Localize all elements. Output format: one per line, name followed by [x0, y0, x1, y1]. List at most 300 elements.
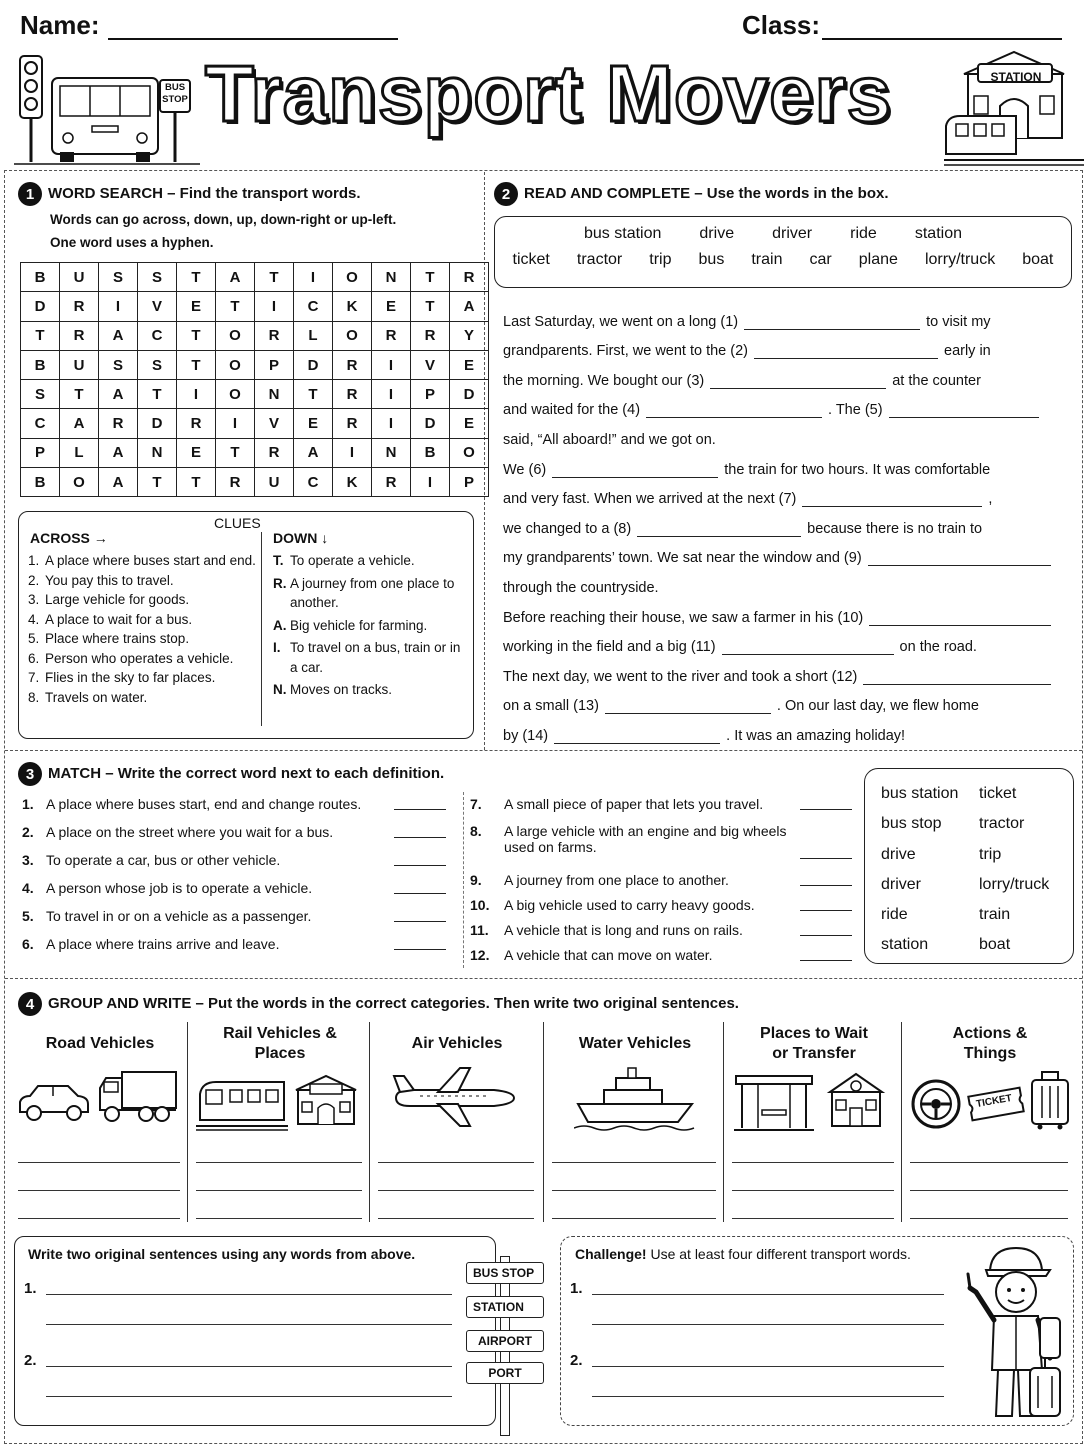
name-label: Name:	[20, 10, 100, 40]
grid-cell[interactable]: V	[411, 350, 450, 379]
answer-blank[interactable]	[868, 552, 1051, 566]
grid-cell[interactable]: P	[21, 438, 60, 467]
grid-cell[interactable]: R	[255, 438, 294, 467]
match-answer-blank[interactable]	[394, 852, 446, 866]
category-write-line[interactable]	[378, 1162, 534, 1163]
grid-cell[interactable]: T	[411, 263, 450, 292]
passage-line	[503, 566, 1073, 596]
truck-icon	[96, 1068, 180, 1124]
grid-cell[interactable]: D	[450, 380, 489, 409]
passage-text: to visit my	[926, 313, 991, 330]
answer-blank[interactable]	[552, 464, 718, 478]
grid-cell[interactable]: I	[372, 380, 411, 409]
challenge-2-number: 2.	[570, 1352, 583, 1369]
across-clues	[28, 551, 256, 707]
answer-blank[interactable]	[646, 404, 822, 418]
grid-cell[interactable]: T	[294, 380, 333, 409]
match-number: 9.	[470, 872, 482, 888]
grid-cell[interactable]: O	[450, 438, 489, 467]
match-word-box-item: driver	[881, 875, 922, 893]
word-box-item: station	[914, 225, 962, 242]
grid-cell[interactable]: R	[60, 321, 99, 350]
grid-cell[interactable]: C	[294, 468, 333, 497]
category-heading: Air Vehicles	[411, 1035, 503, 1052]
ticket-label: TICKET	[975, 1092, 1013, 1111]
clue-number: I.	[273, 640, 281, 655]
match-item	[22, 852, 446, 880]
passage-text: on a small (13)	[503, 698, 599, 715]
read-complete-passage	[503, 300, 1073, 744]
match-number: 7.	[470, 796, 482, 812]
grid-cell[interactable]: B	[21, 468, 60, 497]
grid-cell[interactable]: T	[255, 263, 294, 292]
grid-cell[interactable]: A	[99, 468, 138, 497]
answer-blank[interactable]	[863, 671, 1051, 685]
category-write-line[interactable]	[552, 1162, 716, 1163]
passage-line	[503, 655, 1073, 685]
grid-cell[interactable]: B	[21, 350, 60, 379]
grid-cell[interactable]: N	[255, 380, 294, 409]
passage-line	[503, 478, 1073, 508]
section2-number: 2	[494, 182, 518, 206]
section4-subtitle: – Put the words in the correct categories. Then write two original sentences.	[195, 994, 739, 1012]
grid-cell[interactable]: T	[216, 438, 255, 467]
grid-cell[interactable]: I	[216, 409, 255, 438]
section2-title: READ AND COMPLETE	[524, 184, 691, 202]
match-answer-blank[interactable]	[800, 796, 852, 810]
match-item	[470, 947, 852, 972]
grid-cell[interactable]: T	[177, 321, 216, 350]
category-heading: Actions & Things	[952, 1025, 1028, 1062]
grid-cell[interactable]: R	[372, 468, 411, 497]
clue-number: N.	[273, 682, 287, 697]
down-clue	[273, 574, 469, 613]
grid-cell[interactable]: B	[411, 438, 450, 467]
signpost-port: PORT	[466, 1362, 544, 1384]
match-answer-blank[interactable]	[800, 922, 852, 936]
grid-cell[interactable]: D	[21, 292, 60, 321]
grid-cell[interactable]: R	[333, 409, 372, 438]
clue-number: 6.	[28, 650, 40, 666]
match-number: 6.	[22, 936, 34, 952]
grid-cell[interactable]: P	[411, 380, 450, 409]
category-write-line[interactable]	[196, 1190, 362, 1191]
match-answer-blank[interactable]	[800, 947, 852, 961]
small-station-icon	[826, 1070, 886, 1130]
grid-cell[interactable]: E	[372, 292, 411, 321]
grid-cell[interactable]: E	[177, 438, 216, 467]
train-icon	[196, 1076, 288, 1132]
grid-cell[interactable]: I	[177, 380, 216, 409]
sentence-1-number: 1.	[24, 1280, 37, 1297]
category-write-line[interactable]	[18, 1162, 180, 1163]
grid-cell[interactable]: K	[333, 292, 372, 321]
grid-cell[interactable]: R	[372, 321, 411, 350]
passage-text: The next day, we went to the river and took a short (12)	[503, 668, 858, 685]
category-divider	[543, 1022, 544, 1222]
passage-text: Last Saturday, we went on a long (1)	[503, 313, 739, 330]
match-number: 10.	[470, 897, 490, 913]
grid-cell[interactable]: I	[255, 292, 294, 321]
grid-cell[interactable]: S	[99, 350, 138, 379]
grid-cell[interactable]: T	[177, 350, 216, 379]
grid-cell[interactable]: R	[333, 350, 372, 379]
section3-number: 3	[18, 762, 42, 786]
answer-blank[interactable]	[802, 493, 982, 507]
passage-text: . It was an amazing holiday!	[726, 727, 906, 744]
match-word-box-item: bus station	[881, 785, 959, 802]
answer-blank[interactable]	[554, 730, 720, 744]
name-field[interactable]	[108, 38, 398, 40]
passage-line	[503, 330, 1073, 360]
passage-line	[503, 714, 1073, 744]
clue-number: 7.	[28, 670, 40, 685]
grid-cell[interactable]: L	[60, 438, 99, 467]
passage-line	[503, 685, 1073, 715]
clue-text: Moves on tracks.	[290, 682, 393, 697]
challenge-1-line-b[interactable]	[592, 1324, 944, 1325]
clues-title: CLUES	[214, 515, 261, 531]
match-word-box	[864, 768, 1074, 964]
answer-blank[interactable]	[637, 523, 801, 537]
match-number: 12.	[470, 947, 490, 963]
grid-cell[interactable]: R	[333, 380, 372, 409]
across-clue	[28, 571, 256, 591]
grid-cell[interactable]: U	[60, 263, 99, 292]
grid-cell[interactable]: T	[138, 380, 177, 409]
category-write-line[interactable]	[732, 1190, 894, 1191]
match-answer-blank[interactable]	[394, 824, 446, 838]
grid-cell[interactable]: L	[294, 321, 333, 350]
word-box-item: car	[809, 251, 832, 268]
sentence-2-line-a[interactable]	[46, 1366, 452, 1367]
grid-cell[interactable]: E	[177, 292, 216, 321]
category-divider	[723, 1022, 724, 1222]
grid-cell[interactable]: O	[333, 263, 372, 292]
match-number: 1.	[22, 796, 34, 812]
challenge-2-line-a[interactable]	[592, 1366, 944, 1367]
match-number: 5.	[22, 908, 34, 924]
grid-cell[interactable]: I	[99, 292, 138, 321]
section2-heading	[494, 182, 889, 206]
match-item	[470, 823, 852, 872]
grid-row	[21, 409, 489, 438]
sentences-box	[14, 1236, 496, 1426]
answer-blank[interactable]	[869, 612, 1051, 626]
grid-cell[interactable]: A	[60, 409, 99, 438]
clue-number: 2.	[28, 572, 40, 588]
page-title: Transport Movers	[205, 49, 893, 138]
match-number: 11.	[470, 922, 489, 938]
passage-text: by (14)	[503, 727, 549, 744]
grid-cell[interactable]: I	[372, 409, 411, 438]
passage-text: and very fast. When we arrived at the next (7)	[503, 491, 797, 508]
clue-text: A place where buses start and end.	[45, 553, 256, 568]
grid-cell[interactable]: D	[294, 350, 333, 379]
word-box-item: boat	[1022, 251, 1054, 268]
grid-cell[interactable]: T	[177, 468, 216, 497]
word-box-item: trip	[649, 251, 672, 268]
match-definition: A vehicle that is long and runs on rails.	[504, 922, 743, 938]
match-word-box-item: tractor	[979, 815, 1025, 833]
match-answer-blank[interactable]	[800, 897, 852, 911]
ship-icon	[574, 1066, 696, 1132]
grid-cell[interactable]: S	[99, 263, 138, 292]
match-number: 3.	[22, 852, 34, 868]
boy-traveler-illustration	[958, 1240, 1070, 1428]
grid-cell[interactable]: I	[294, 263, 333, 292]
challenge-2-line-b[interactable]	[592, 1396, 944, 1397]
station-illustration	[944, 44, 1084, 168]
word-box-item: ticket	[512, 251, 550, 268]
grid-cell[interactable]: V	[255, 409, 294, 438]
category-write-line[interactable]	[910, 1190, 1068, 1191]
word-box-item: tractor	[576, 251, 623, 268]
match-answer-blank[interactable]	[800, 872, 852, 886]
match-divider	[463, 792, 464, 968]
match-word-box-item: boat	[979, 936, 1011, 954]
answer-blank[interactable]	[754, 345, 938, 359]
grid-cell[interactable]: O	[60, 468, 99, 497]
grid-cell[interactable]: R	[450, 263, 489, 292]
grid-cell[interactable]: A	[99, 380, 138, 409]
passage-text: grandparents. First, we went to the (2)	[503, 343, 748, 360]
grid-cell[interactable]: B	[21, 263, 60, 292]
grid-cell[interactable]: P	[255, 350, 294, 379]
word-box-row-1	[495, 217, 1071, 243]
passage-line	[503, 448, 1073, 478]
grid-cell[interactable]: O	[216, 380, 255, 409]
passage-text: said, “All aboard!” and we got on.	[503, 431, 716, 448]
station-sign-text: STATION	[990, 70, 1042, 84]
grid-cell[interactable]: E	[294, 409, 333, 438]
match-word-box-item: ride	[881, 906, 908, 924]
category-write-line[interactable]	[18, 1218, 180, 1219]
grid-cell[interactable]: S	[138, 263, 177, 292]
category-write-line[interactable]	[378, 1218, 534, 1219]
category-write-line[interactable]	[378, 1190, 534, 1191]
grid-cell[interactable]: T	[21, 321, 60, 350]
grid-cell[interactable]: T	[138, 468, 177, 497]
grid-cell[interactable]: C	[21, 409, 60, 438]
section1-instr-1: Words can go across, down, up, down-right or up-left.	[50, 212, 397, 227]
match-definition: A big vehicle used to carry heavy goods.	[504, 897, 755, 913]
grid-cell[interactable]: O	[216, 350, 255, 379]
grid-cell[interactable]: P	[450, 468, 489, 497]
grid-cell[interactable]: V	[138, 292, 177, 321]
sentence-1-line-b[interactable]	[46, 1324, 452, 1325]
signpost-station: STATION	[466, 1296, 544, 1318]
match-answer-blank[interactable]	[394, 936, 446, 950]
grid-row	[21, 438, 489, 467]
grid-cell[interactable]: D	[138, 409, 177, 438]
across-clue	[28, 551, 256, 571]
grid-cell[interactable]: R	[177, 409, 216, 438]
grid-cell[interactable]: E	[450, 350, 489, 379]
category-write-line[interactable]	[196, 1162, 362, 1163]
challenge-title: Challenge!	[575, 1246, 647, 1262]
clue-text: To operate a vehicle.	[290, 553, 415, 568]
grid-cell[interactable]: I	[333, 438, 372, 467]
grid-cell[interactable]: R	[255, 321, 294, 350]
challenge-text: Use at least four different transport words.	[650, 1246, 911, 1262]
clue-number: T.	[273, 553, 284, 568]
passage-text: . The (5)	[828, 402, 883, 419]
category-write-line[interactable]	[552, 1190, 716, 1191]
category-write-line[interactable]	[910, 1218, 1068, 1219]
match-definition: To travel in or on a vehicle as a passenger.	[46, 908, 312, 924]
clue-text: Person who operates a vehicle.	[45, 650, 234, 666]
match-number: 4.	[22, 880, 34, 896]
grid-cell[interactable]: R	[99, 409, 138, 438]
clue-text: You pay this to travel.	[45, 572, 174, 588]
grid-cell[interactable]: U	[60, 350, 99, 379]
across-clue	[28, 649, 256, 669]
match-item	[22, 796, 446, 824]
passage-line	[503, 359, 1073, 389]
grid-cell[interactable]: T	[60, 380, 99, 409]
passage-text: the train for two hours. It was comfortable	[724, 461, 991, 478]
car-icon	[16, 1078, 92, 1124]
match-item	[22, 880, 446, 908]
grid-cell[interactable]: A	[294, 438, 333, 467]
clues-divider	[261, 532, 262, 726]
match-definition: A place where buses start, end and change routes.	[46, 796, 362, 812]
passage-text: We (6)	[503, 461, 547, 478]
bus-stop-sign-text: BUS STOP	[162, 82, 188, 105]
match-word-box-item: train	[979, 906, 1011, 924]
grid-row	[21, 350, 489, 379]
passage-line	[503, 537, 1073, 567]
category-divider	[901, 1022, 902, 1222]
passage-text: ,	[988, 491, 993, 508]
clue-text: Big vehicle for farming.	[290, 617, 428, 633]
match-item	[22, 936, 446, 964]
section1-subtitle: – Find the transport words.	[167, 184, 361, 202]
grid-row	[21, 292, 489, 321]
grid-cell[interactable]: A	[99, 438, 138, 467]
clue-text: To travel on a bus, train or in a car.	[290, 640, 461, 675]
grid-cell[interactable]: K	[333, 468, 372, 497]
grid-row	[21, 263, 489, 292]
section4-number: 4	[18, 992, 42, 1016]
grid-cell[interactable]: A	[99, 321, 138, 350]
sentence-1-line-a[interactable]	[46, 1294, 452, 1295]
clue-text: Large vehicle for goods.	[45, 592, 190, 607]
category-divider	[187, 1022, 188, 1222]
section3-title: MATCH	[48, 764, 102, 782]
challenge-1-line-a[interactable]	[592, 1294, 944, 1295]
clue-number: 4.	[28, 611, 40, 627]
grid-cell[interactable]: T	[411, 292, 450, 321]
match-answer-blank[interactable]	[394, 796, 446, 810]
word-box-item: bus	[698, 251, 725, 268]
grid-cell[interactable]: O	[216, 321, 255, 350]
match-answer-blank[interactable]	[800, 845, 852, 859]
category-write-line[interactable]	[732, 1162, 894, 1163]
section3-heading	[18, 762, 444, 786]
category-write-line[interactable]	[196, 1218, 362, 1219]
grid-cell[interactable]: U	[255, 468, 294, 497]
across-title: ACROSS →	[30, 530, 108, 546]
grid-cell[interactable]: O	[333, 321, 372, 350]
match-number: 2.	[22, 824, 34, 840]
grid-cell[interactable]: E	[450, 409, 489, 438]
across-clue	[28, 610, 256, 630]
word-box-row-2	[495, 243, 1071, 269]
answer-blank[interactable]	[710, 375, 886, 389]
category-write-line[interactable]	[910, 1162, 1068, 1163]
grid-cell[interactable]: R	[60, 292, 99, 321]
grid-cell[interactable]: Y	[450, 321, 489, 350]
grid-cell[interactable]: R	[216, 468, 255, 497]
word-box-item: train	[751, 251, 783, 268]
grid-cell[interactable]: C	[294, 292, 333, 321]
passage-text: working in the field and a big (11)	[503, 639, 716, 656]
clue-text: A place to wait for a bus.	[45, 611, 193, 627]
grid-cell[interactable]: A	[216, 263, 255, 292]
down-clue	[273, 616, 469, 636]
clue-text: Flies in the sky to far places.	[45, 670, 216, 685]
grid-cell[interactable]: D	[411, 409, 450, 438]
grid-cell[interactable]: N	[138, 438, 177, 467]
grid-cell[interactable]: N	[372, 438, 411, 467]
match-right-list	[470, 796, 852, 972]
match-item	[470, 897, 852, 922]
match-answer-blank[interactable]	[394, 880, 446, 894]
passage-line	[503, 300, 1073, 330]
category-write-line[interactable]	[732, 1218, 894, 1219]
answer-blank[interactable]	[889, 404, 1039, 418]
grid-cell[interactable]: I	[372, 350, 411, 379]
match-definition: A place on the street where you wait for a bus.	[46, 824, 334, 840]
match-definition: A person whose job is to operate a vehicle.	[46, 880, 313, 896]
grid-cell[interactable]: A	[450, 292, 489, 321]
clue-number: 5.	[28, 631, 40, 646]
category-write-line[interactable]	[552, 1218, 716, 1219]
sentence-2-line-b[interactable]	[46, 1396, 452, 1397]
grid-cell[interactable]: T	[216, 292, 255, 321]
grid-cell[interactable]: N	[372, 263, 411, 292]
category-write-line[interactable]	[18, 1190, 180, 1191]
match-word-box-left	[881, 779, 958, 961]
match-answer-blank[interactable]	[394, 908, 446, 922]
answer-blank[interactable]	[722, 641, 894, 655]
across-clue	[28, 668, 256, 688]
match-item	[470, 796, 852, 823]
match-word-box-item: station	[881, 936, 929, 954]
grid-cell[interactable]: S	[21, 380, 60, 409]
word-search-grid[interactable]	[20, 262, 489, 497]
word-box-item: plane	[858, 251, 898, 268]
grid-cell[interactable]: I	[411, 468, 450, 497]
grid-cell[interactable]: T	[177, 263, 216, 292]
passage-text: . On our last day, we flew home	[776, 698, 979, 715]
signpost-bus-stop: BUS STOP	[466, 1262, 544, 1284]
grid-cell[interactable]: C	[138, 321, 177, 350]
answer-blank[interactable]	[605, 700, 771, 714]
grid-cell[interactable]: S	[138, 350, 177, 379]
word-box-item: lorry/truck	[924, 251, 996, 268]
passage-text: through the countryside.	[503, 579, 659, 596]
class-field[interactable]	[822, 38, 1062, 40]
section4-title: GROUP AND WRITE	[48, 994, 192, 1012]
class-label: Class:	[742, 10, 821, 40]
grid-cell[interactable]: R	[411, 321, 450, 350]
answer-blank[interactable]	[744, 316, 920, 330]
passage-text: Before reaching their house, we saw a farmer in his (10)	[503, 609, 864, 626]
challenge-1-number: 1.	[570, 1280, 583, 1297]
